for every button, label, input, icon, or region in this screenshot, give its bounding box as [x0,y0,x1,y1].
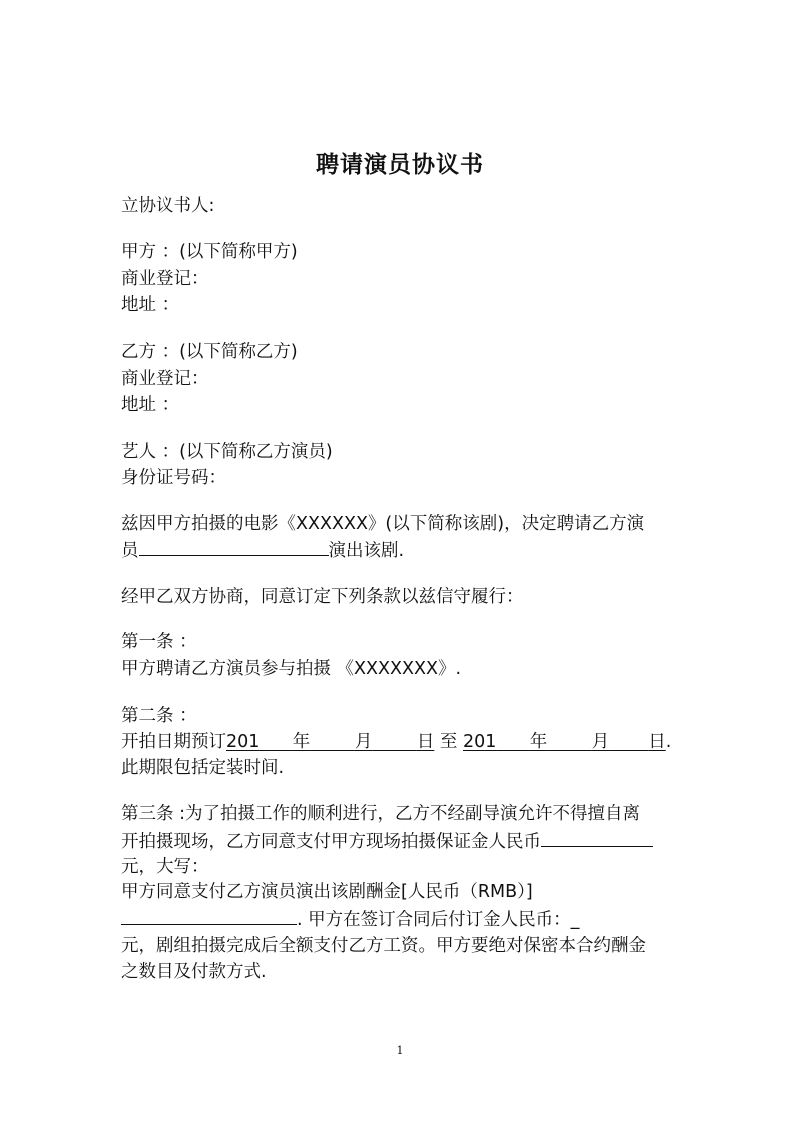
end-year: 201 [462,732,497,752]
preamble-line-2 [121,537,404,564]
parties-intro: 立协议书人: [121,196,215,216]
start-year: 201 [226,732,260,752]
end-date-underlined [463,732,666,752]
party-b-registration: 商业登记： [121,369,209,389]
article-3-line-3: 元，大写： [121,857,209,877]
fee-amount-blank [121,906,297,925]
start-month-label: 月 [354,732,373,752]
start-date-underlined [226,732,434,752]
party-a-registration: 商业登记： [121,269,209,289]
start-day-label: 日 [416,732,435,752]
artist-name: 艺人 ：(以下简称乙方演员) [121,442,333,462]
start-year-label: 年 [292,732,311,752]
article-1-text: 甲方聘请乙方演员参与拍摄 《XXXXXXX》. [121,659,462,679]
deposit-text: 开拍摄现场，乙方同意支付甲方现场拍摄保证金人民币 [121,832,541,852]
party-a-address: 地址 ： [121,295,180,315]
article-2-heading: 第二条 ： [121,706,197,726]
date-range-to: 至 [439,732,458,752]
article-2-dates [121,729,671,755]
article-1-heading: 第一条 ： [121,632,197,652]
party-b-address: 地址 ： [121,395,180,415]
agreement-statement: 经甲乙双方协商，同意订定下列条款以兹信守履行： [121,587,524,607]
article-2-end-mark: . [665,732,672,752]
deposit-amount-blank [541,828,653,847]
article-3-line-2 [121,828,653,855]
party-a-name: 甲方 ：(以下简称甲方) [121,242,298,262]
party-b-name: 乙方 ：(以下简称乙方) [121,342,298,362]
end-year-label: 年 [529,732,548,752]
article-2-note: 此期限包括定装时间. [121,758,285,778]
article-2-prefix: 开拍日期预订 [121,732,226,752]
article-3-line-6: 元，剧组拍摄完成后全额支付乙方工资。甲方要绝对保密本合约酬金 [121,936,646,956]
article-3-line-4: 甲方同意支付乙方演员演出该剧酬金[人民币（RMB）] [121,882,533,902]
performer-name-blank [139,537,329,556]
end-day-label: 日 [648,732,666,752]
article-3-line-5 [121,906,579,933]
document-title: 聘请演员协议书 [316,152,484,178]
preamble-prefix: 员 [121,541,139,561]
preamble-line-1: 兹因甲方拍摄的电影《XXXXXX》(以下简称该剧)，决定聘请乙方演 [121,514,645,534]
preamble-suffix: 演出该剧. [328,541,405,561]
end-month-label: 月 [591,732,610,752]
article-3-line-1: 第三条 :为了拍摄工作的顺利进行，乙方不经副导演允许不得擅自离 [121,804,640,824]
down-payment-text: . 甲方在签订合同后付订金人民币：_ [297,910,580,930]
page-number: 1 [396,1044,404,1057]
article-3-line-7: 之数目及付款方式. [121,962,267,982]
artist-id-number: 身份证号码： [121,468,226,488]
